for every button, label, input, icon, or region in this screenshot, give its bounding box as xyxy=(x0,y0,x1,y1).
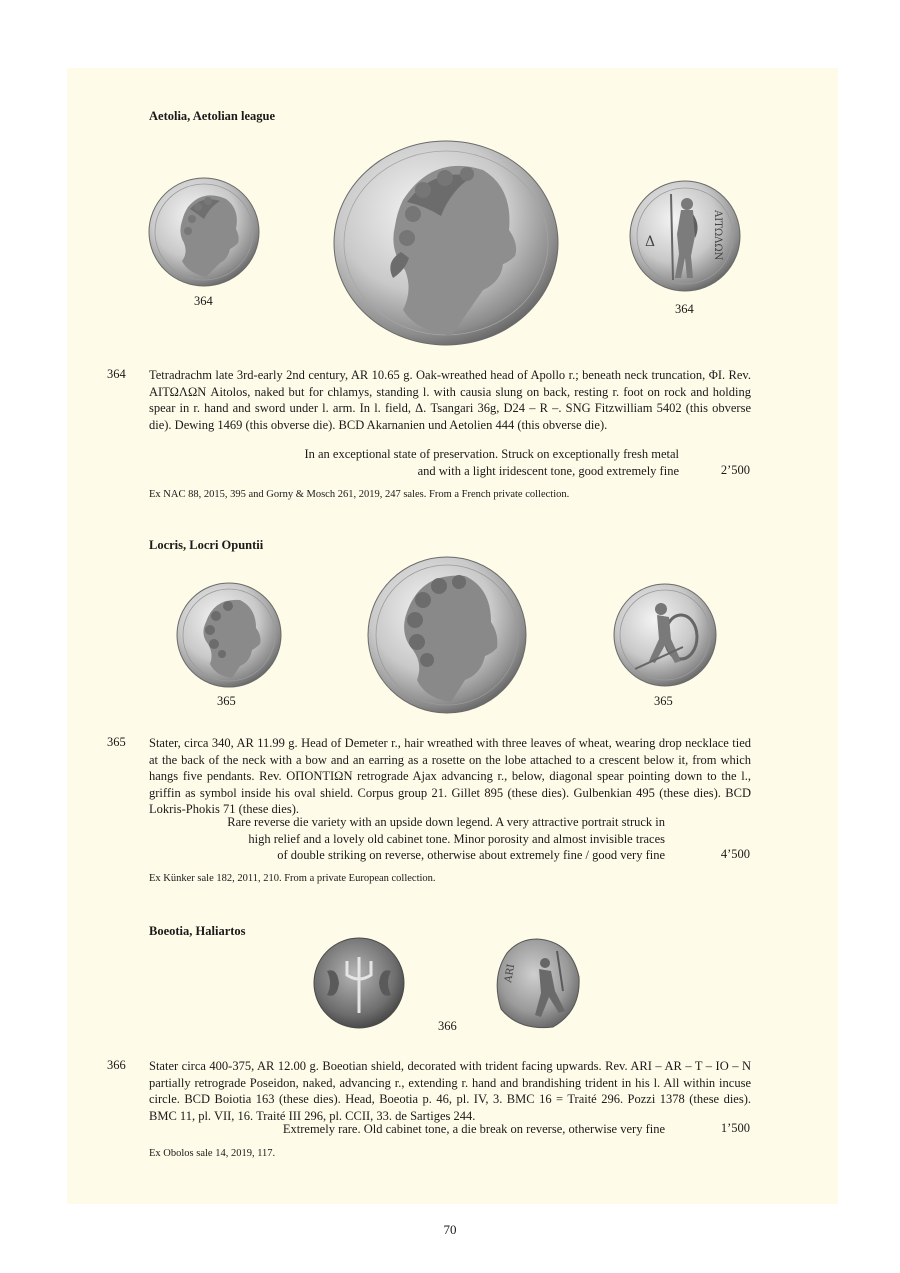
lot-366-number: 366 xyxy=(107,1058,126,1072)
aetolian-reverse-legend: ΑΙΤΩΛΩΝ xyxy=(712,210,723,261)
lot-365-condition xyxy=(149,814,665,864)
lot-365-description: Stater, circa 340, AR 11.99 g. Head of Demeter r., hair wreathed with three leaves of wheat, wearing drop necklace tied at the back of the neck with a bow and an earring as a rosette on the lobe attached to a crescent below it, from which hangs five pendants. Rev. ΟΠΟΝΤΙΩΝ retrograde Ajax advancing r., below, diagonal spear pointing down to the l., griffin as symbol inside his oval shield. Corpus group 21. Gillet 895 (these dies). Gulbenkian 495 (these dies). BCD Lokris-Phokis 71 (these dies). xyxy=(149,736,751,817)
lot-365-number: 365 xyxy=(107,735,126,749)
condition-line: of double striking on reverse, otherwise about extremely fine / good very fine xyxy=(277,848,665,863)
aitolos-standing-icon xyxy=(629,180,741,292)
condition-line: high relief and a lovely old cabinet tone. Minor porosity and almost invisible traces xyxy=(248,831,665,846)
lot-365-coin-label-right: 365 xyxy=(654,694,673,708)
condition-line: Rare reverse die variety with an upside down legend. A very attractive portrait struck in xyxy=(227,815,665,829)
demeter-head-icon xyxy=(176,582,282,688)
poseidon-advancing-icon xyxy=(493,937,581,1031)
boeotian-shield-icon xyxy=(313,937,405,1029)
lot-364-provenance: Ex NAC 88, 2015, 395 and Gorny & Mosch 261, 2019, 247 sales. From a French private collection. xyxy=(149,489,570,500)
condition-line: and with a light iridescent tone, good extremely fine xyxy=(417,463,679,478)
ajax-advancing-icon xyxy=(613,583,717,687)
lot-364-price: 2’500 xyxy=(720,463,750,477)
lot-366-description: Stater circa 400-375, AR 12.00 g. Boeotian shield, decorated with trident facing upwards. Rev. ARI – AR – T – IO – N partially retrograde Poseidon, naked, advancing r., extending r. hand and brandishing trident in his l. All within incuse circle. BCD Boiotia 163 (these dies). Head, Boeotia p. 46, pl. IV, 3. BMC 16 = Traité 296. Pozzi 1378 (these dies). BMC 11, pl. VII, 16. Traité III 296, pl. CCII, 33. de Sartiges 244. xyxy=(149,1059,751,1123)
aetolian-field-letter: Δ xyxy=(645,234,656,250)
lot-364-heading: Aetolia, Aetolian league xyxy=(149,109,276,123)
lot-365-coin-label-left: 365 xyxy=(217,694,236,708)
apollo-head-icon xyxy=(148,177,260,287)
lot-366-provenance: Ex Obolos sale 14, 2019, 117. xyxy=(149,1148,276,1159)
condition-line: In an exceptional state of preservation. Struck on exceptionally fresh metal xyxy=(304,447,679,461)
demeter-head-icon xyxy=(367,556,527,714)
lot-364-coin-label-left: 364 xyxy=(194,294,213,308)
lot-366-coin-label: 366 xyxy=(438,1019,457,1033)
lot-364-condition xyxy=(149,446,679,479)
lot-364-number: 364 xyxy=(107,367,126,381)
lot-366-heading: Boeotia, Haliartos xyxy=(149,924,246,938)
lot-365-provenance: Ex Künker sale 182, 2011, 210. From a private European collection. xyxy=(149,873,436,884)
lot-365-price: 4’500 xyxy=(720,847,750,861)
condition-line: Extremely rare. Old cabinet tone, a die break on reverse, otherwise very fine xyxy=(282,1122,665,1136)
lot-366-price: 1’500 xyxy=(720,1121,750,1135)
lot-364-description: Tetradrachm late 3rd-early 2nd century, AR 10.65 g. Oak-wreathed head of Apollo r.; beneath neck truncation, ΦΙ. Rev. ΑΙΤΩΛΩΝ Aitolos, naked but for chlamys, standing l. with causia slung on back, resting r. foot on rock and holding spear in r. hand and sword under l. arm. In l. field, Δ. Tsangari 36g, D24 – R –. SNG Fitzwilliam 5402 (this obverse die). Dewing 1469 (this obverse die). BCD Akarnanien und Aetolien 444 (this obverse die). xyxy=(149,368,751,432)
haliartos-reverse-legend: ARI xyxy=(503,963,518,984)
lot-366-condition xyxy=(149,1121,665,1138)
apollo-head-icon xyxy=(333,140,559,346)
lot-364-coin-label-right: 364 xyxy=(675,302,694,316)
lot-365-heading: Locris, Locri Opuntii xyxy=(149,538,264,552)
page-number: 70 xyxy=(443,1222,457,1237)
